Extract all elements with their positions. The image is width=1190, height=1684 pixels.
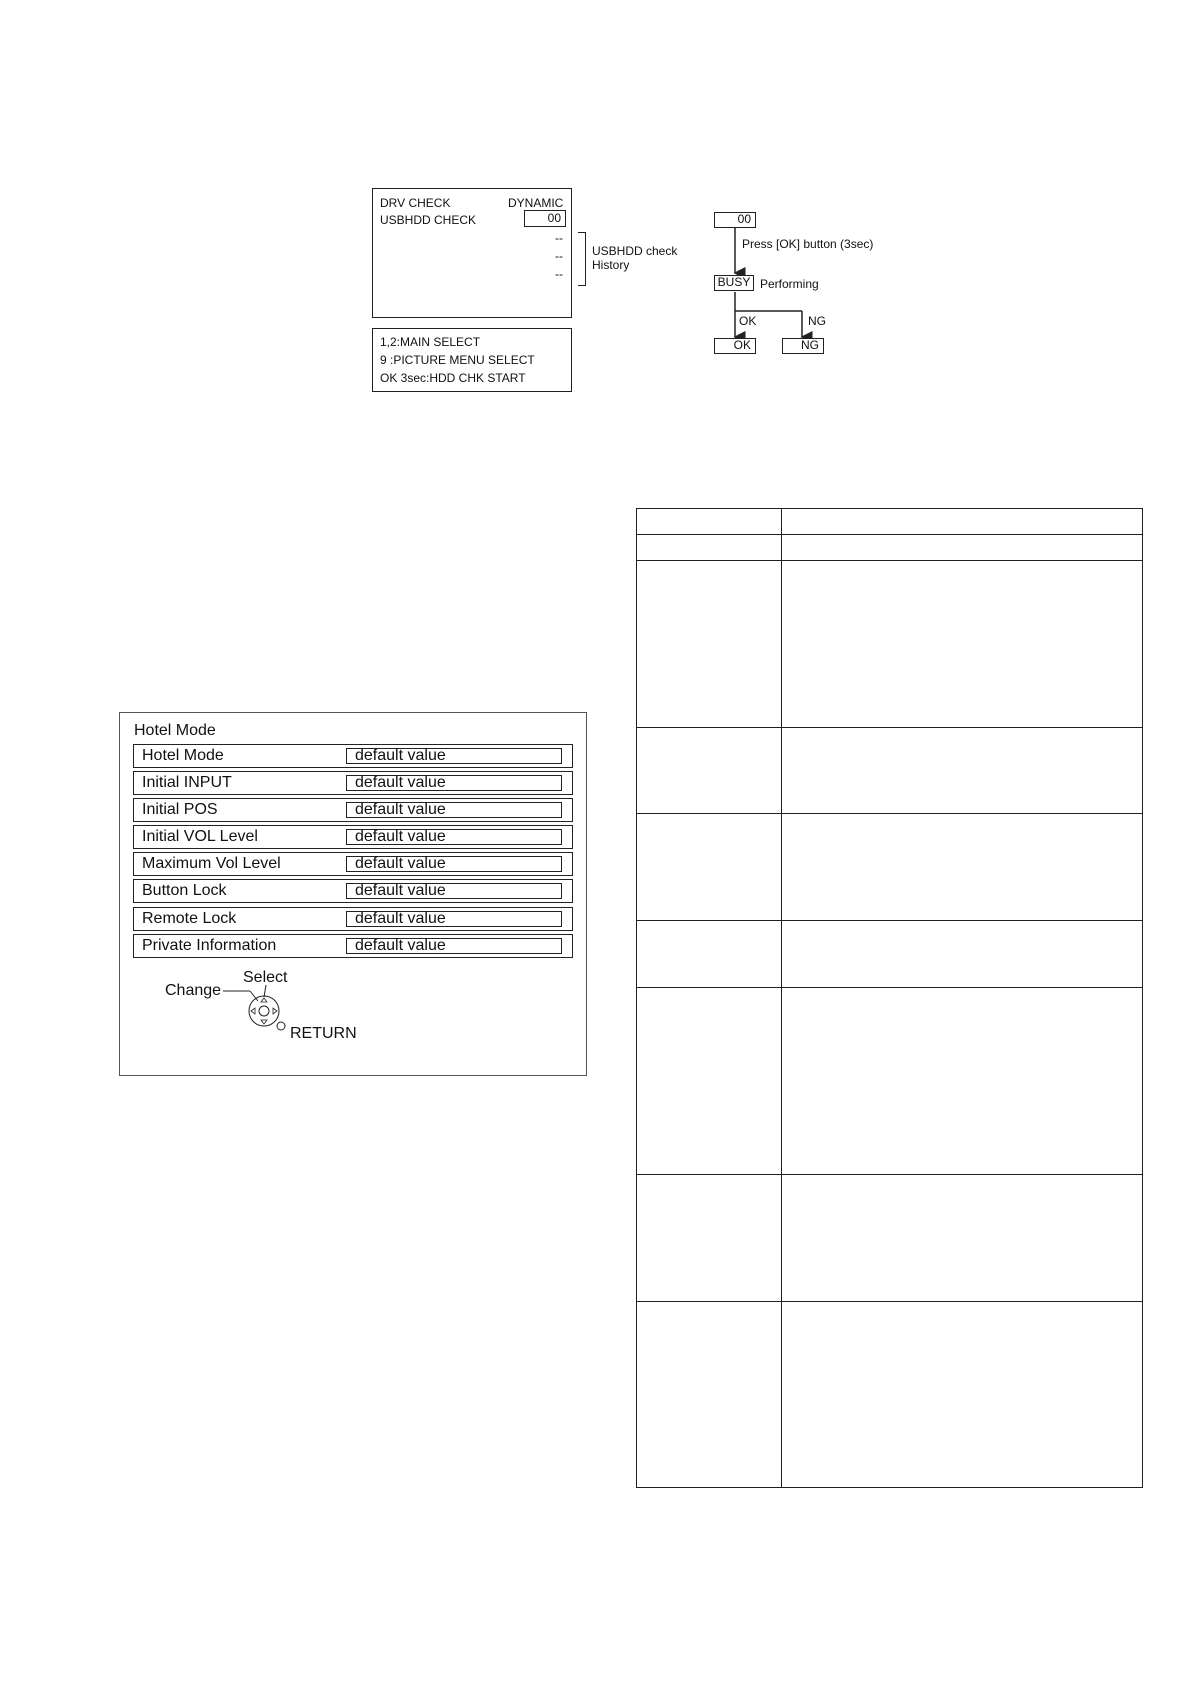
hotel-row-label: Private Information (142, 937, 277, 954)
hotel-row-value: default value (355, 828, 446, 845)
table-row-line (636, 1174, 1143, 1175)
flow-ok-branch-label: OK (739, 314, 757, 328)
table-column-divider (781, 508, 782, 1488)
table-row-line (636, 813, 1143, 814)
hotel-row-label: Initial VOL Level (142, 828, 258, 845)
hotel-row-label: Button Lock (142, 882, 227, 899)
hotel-row-value: default value (355, 937, 446, 954)
remote-dpad-icon (220, 985, 290, 1035)
hotel-row-value-box[interactable] (346, 802, 562, 818)
history-bracket (578, 232, 586, 286)
help-line-2: 9 :PICTURE MENU SELECT (380, 353, 535, 367)
drv-check-title: DRV CHECK (380, 196, 451, 210)
return-label: RETURN (290, 1025, 357, 1042)
hotel-row-value: default value (355, 747, 446, 764)
history-entry-1: -- (555, 231, 563, 245)
history-entry-2: -- (555, 249, 563, 263)
hotel-row-value-box[interactable] (346, 911, 562, 927)
hotel-row-initial-input[interactable] (133, 771, 573, 795)
history-note-line2: History (592, 258, 630, 272)
hotel-row-button-lock[interactable] (133, 879, 573, 903)
history-entry-3: -- (555, 267, 563, 281)
hotel-row-private-information[interactable] (133, 934, 573, 958)
hotel-row-value-box[interactable] (346, 829, 562, 845)
flow-ok-result-box: OK (714, 338, 756, 354)
flow-ng-result-box: NG (782, 338, 824, 354)
hotel-row-value-box[interactable] (346, 748, 562, 764)
hotel-row-label: Remote Lock (142, 910, 237, 927)
hotel-row-value: default value (355, 910, 446, 927)
hotel-row-maximum-vol[interactable] (133, 852, 573, 876)
change-label: Change (165, 982, 222, 999)
history-note-line1: USBHDD check (592, 244, 678, 258)
hotel-mode-title: Hotel Mode (134, 722, 216, 739)
table-row-line (636, 987, 1143, 988)
hotel-row-value-box[interactable] (346, 775, 562, 791)
hotel-row-label: Maximum Vol Level (142, 855, 281, 872)
flow-start-box: 00 (714, 212, 756, 228)
hotel-row-value: default value (355, 882, 446, 899)
hotel-row-value-box[interactable] (346, 856, 562, 872)
table-row-line (636, 727, 1143, 728)
table-row-line (636, 560, 1143, 561)
help-line-3: OK 3sec:HDD CHK START (380, 371, 526, 385)
table-row-line (636, 508, 1143, 509)
table-border-right (1142, 508, 1143, 1488)
help-line-1: 1,2:MAIN SELECT (380, 335, 481, 349)
hotel-row-label: Initial INPUT (142, 774, 232, 791)
hotel-row-label: Initial POS (142, 801, 218, 818)
table-row-line (636, 1487, 1143, 1488)
table-border-left (636, 508, 637, 1488)
usbhdd-check-value: 00 (524, 210, 566, 227)
flow-press-label: Press [OK] button (3sec) (742, 237, 874, 251)
hotel-row-value: default value (355, 855, 446, 872)
hotel-row-label: Hotel Mode (142, 747, 224, 764)
drv-check-mode: DYNAMIC (508, 196, 564, 210)
flow-ng-branch-label: NG (808, 314, 826, 328)
usbhdd-check-label: USBHDD CHECK (380, 213, 477, 227)
flow-busy-box: BUSY (714, 275, 754, 291)
hotel-row-value: default value (355, 801, 446, 818)
table-row-line (636, 1301, 1143, 1302)
hotel-row-initial-pos[interactable] (133, 798, 573, 822)
hotel-row-hotel-mode[interactable] (133, 744, 573, 768)
hotel-row-initial-vol[interactable] (133, 825, 573, 849)
hotel-row-value-box[interactable] (346, 938, 562, 954)
hotel-row-remote-lock[interactable] (133, 907, 573, 931)
flow-performing-label: Performing (760, 277, 819, 291)
hotel-row-value-box[interactable] (346, 883, 562, 899)
hotel-row-value: default value (355, 774, 446, 791)
select-label: Select (243, 969, 288, 986)
table-row-line (636, 920, 1143, 921)
table-row-line (636, 534, 1143, 535)
